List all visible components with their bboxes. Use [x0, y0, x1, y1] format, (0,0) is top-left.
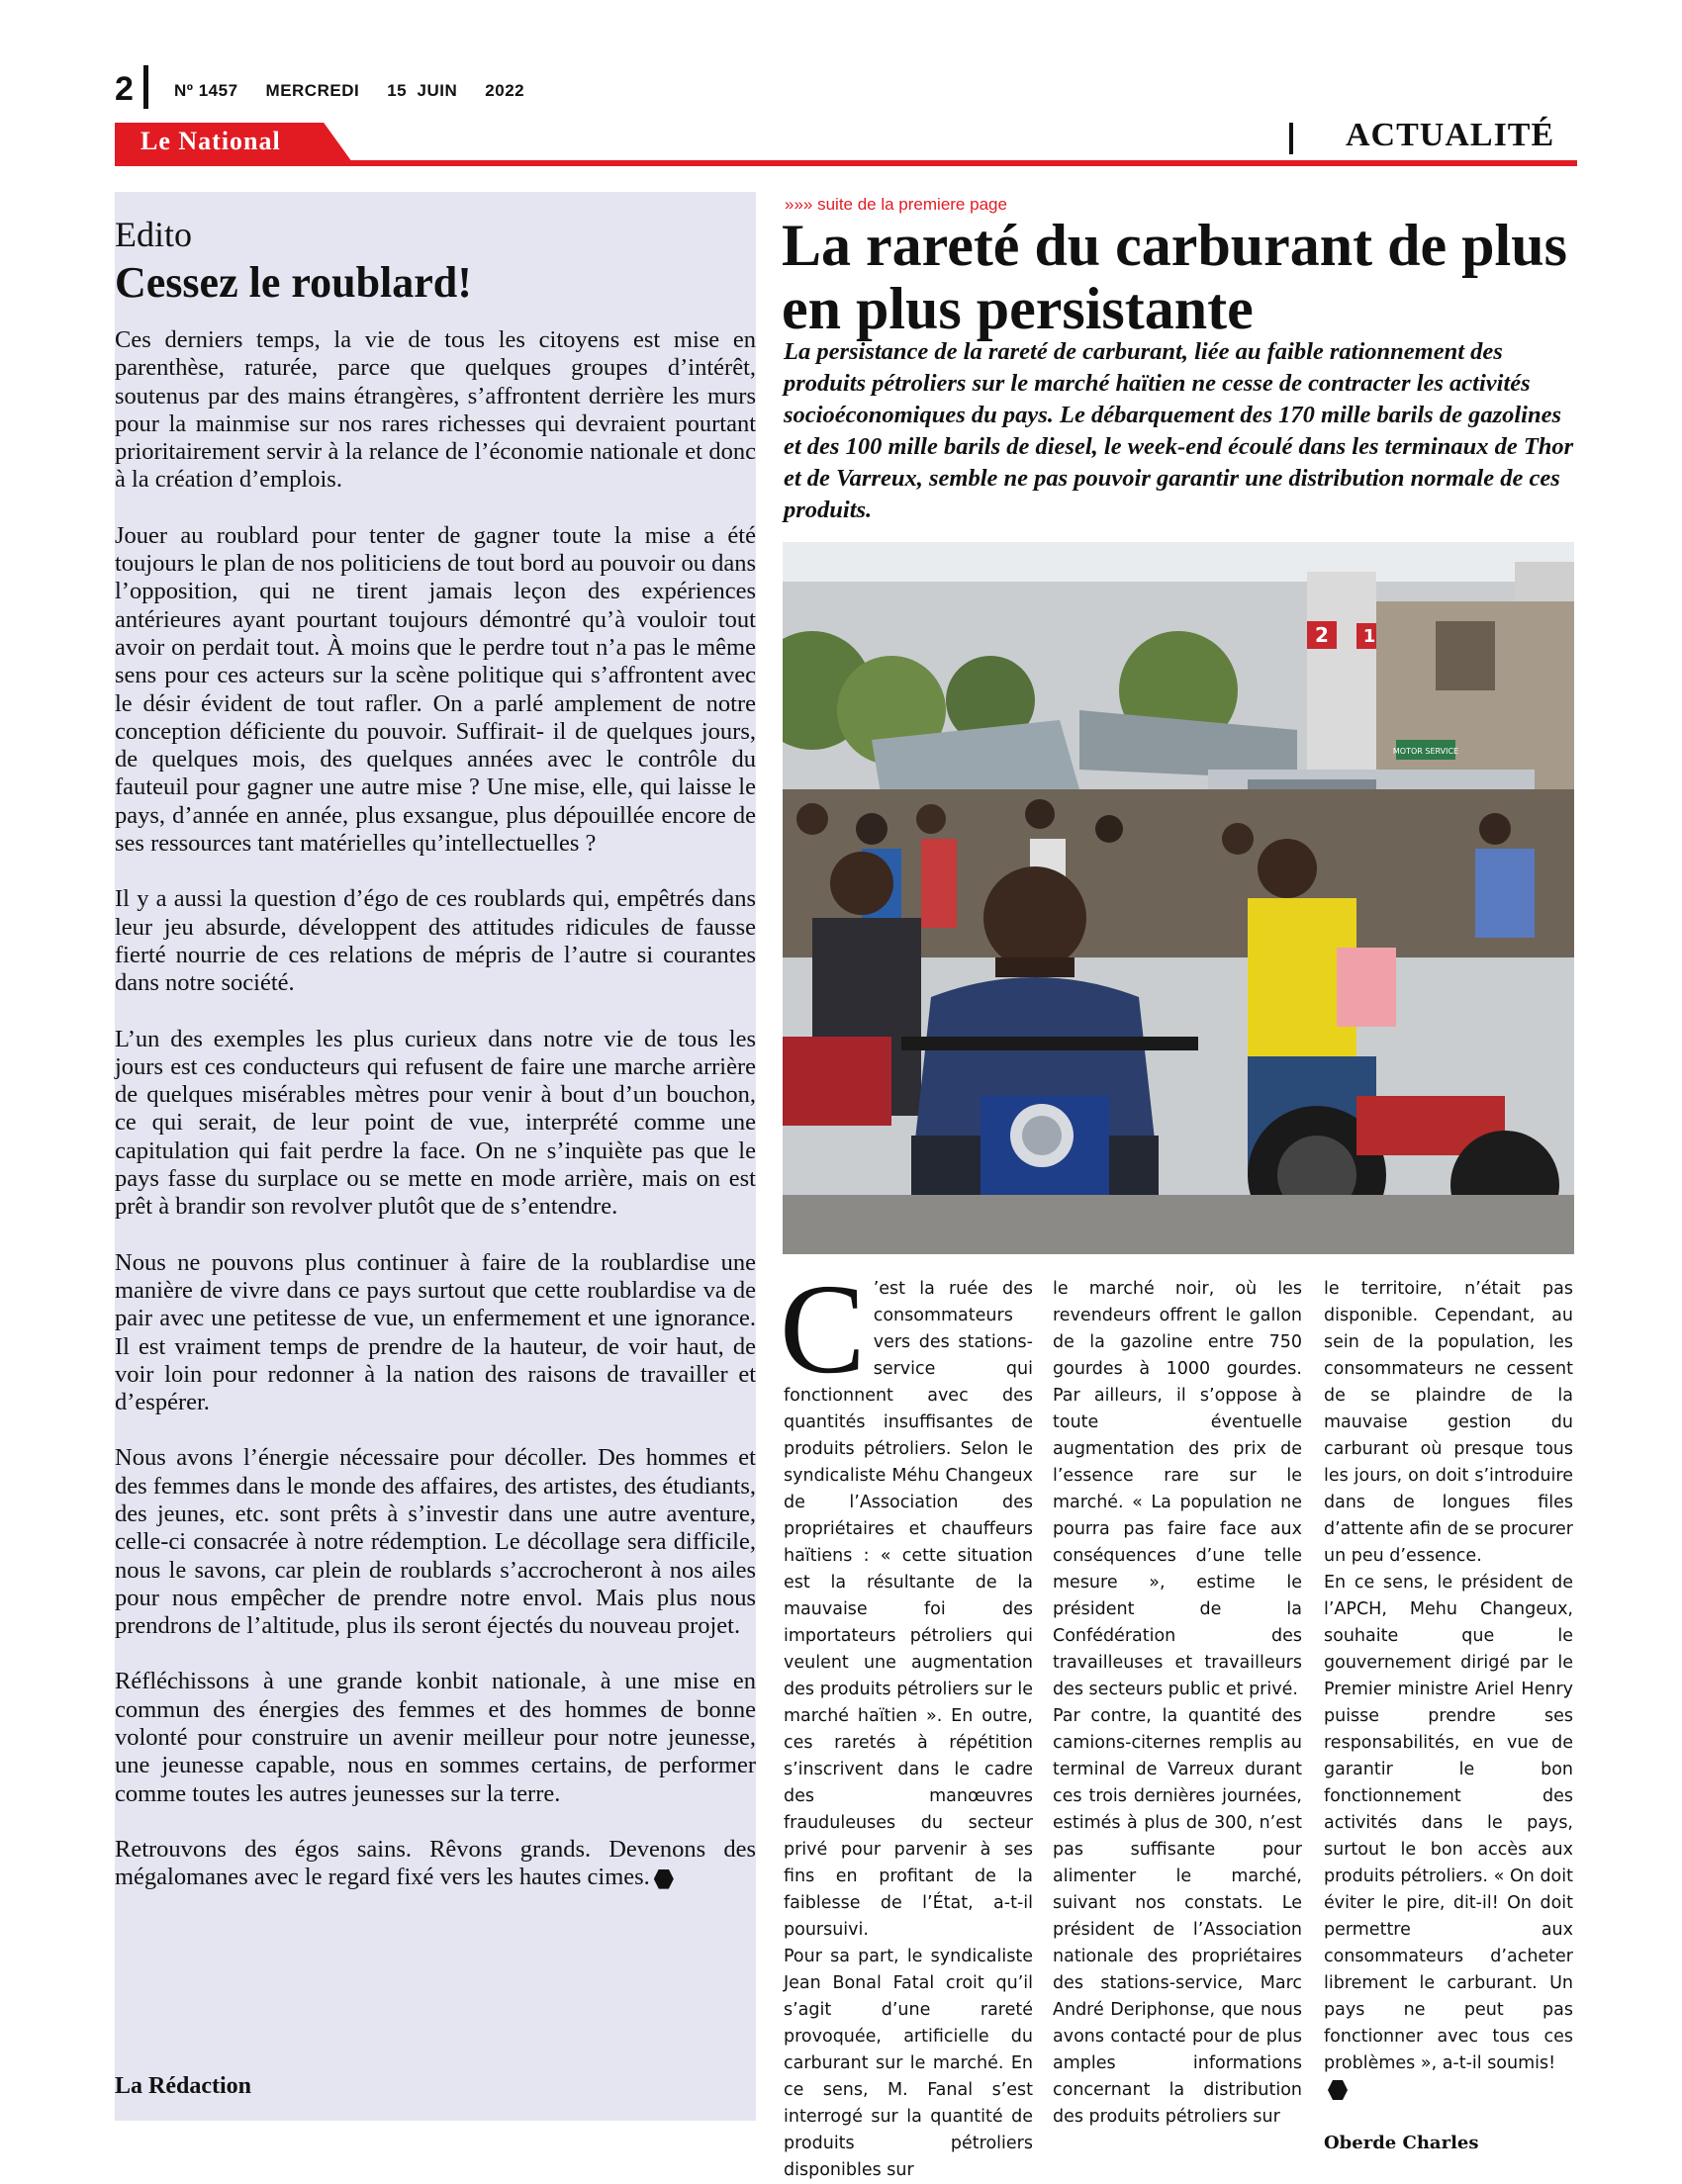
header-divider: [143, 65, 148, 109]
article-end: [1324, 2077, 1573, 2104]
header-rule: [115, 160, 1577, 166]
article-column-1: [780, 1258, 1033, 2184]
article-byline: Oberde Charles: [1324, 2133, 1479, 2153]
drop-cap: C: [780, 1258, 866, 1401]
issue-number: Nº 1457: [174, 81, 238, 100]
article-paragraph: le marché noir, où les revendeurs offrent le gallon de la gazoline entre 750 gourdes à 1000 gourdes. Par ailleurs, il s’oppose à toute éventuelle augmentation des prix de l’essence rare sur le marché. « La population ne pourra pas faire face aux conséquences d’une telle mesure », estime le président de la Confédération des travailleuses et travailleurs des secteurs public et privé.: [1053, 1279, 1302, 1699]
edito-paragraph-text: Retrouvons des égos sains. Rêvons grands. Devenons des mégalomanes avec le regard fixé vers les hautes cimes.: [115, 1835, 756, 1891]
article-paragraph: le territoire, n’était pas disponible. Cependant, au sein de la population, les consommateurs ne cessent de se plaindre de la mauvaise gestion du carburant où presque tous les jours, on doit s’introduire dans de longues files d’attente afin de se procurer un peu d’essence.: [1324, 1279, 1573, 1566]
edito-paragraph-last: [115, 1836, 756, 1892]
issue-info: [174, 81, 552, 101]
issue-date: 15 JUIN: [387, 81, 458, 100]
article-column-2: [1053, 1276, 1302, 2131]
brand-name: Le National: [140, 127, 281, 155]
end-mark-icon: [1328, 2080, 1348, 2100]
edito-paragraph: Réfléchissons à une grande konbit nationale, à une mise en commun des énergies des femmes et des hommes de bonne volonté pour construire un avenir meilleur pour notre jeunesse, une jeunesse capable, nous en sommes certains, de performer comme toutes les autres jeunesses sur la terre.: [115, 1668, 756, 1807]
end-mark-icon: [654, 1869, 674, 1889]
article-paragraph: Pour sa part, le syndicaliste Jean Bonal Fatal croit qu’il s’agit d’une rareté provoquée, artificielle du carburant sur le marché. En ce sens, M. Fanal s’est interrogé sur la quantité de produits pétroliers disponibles sur: [784, 1947, 1033, 2180]
page-number: 2: [115, 70, 134, 108]
article-column-3: [1324, 1276, 1573, 2156]
edito-paragraph: Nous avons l’énergie nécessaire pour décoller. Des hommes et des femmes dans le monde des affaires, des artistes, des étudiants, des jeunes, etc. sont prêts à s’investir dans une autre aventure, celle-ci consacrée à notre rédemption. Le décollage sera difficile, nous le savons, car plein de roublards s’accrocheront à nos ailes pour nous empêcher de prendre notre envol. Mais plus nous prendrons de l’altitude, plus ils seront éjectés du nouveau projet.: [115, 1444, 756, 1640]
article-paragraph: En ce sens, le président de l’APCH, Mehu Changeux, souhaite que le gouvernement dirigé par le Premier ministre Ariel Henry puisse prendre ses responsabilités, en vue de garantir le bon fonctionnement des activités dans le pays, surtout le bon accès aux produits pétroliers. « On doit éviter le pire, dit-il! On doit permettre aux consommateurs d’acheter librement le carburant. Un pays ne peut pas fonctionner avec tous ces problèmes », a-t-il soumis!: [1324, 1573, 1573, 2073]
article-paragraph: [780, 1258, 1033, 1944]
edito-paragraph: Jouer au roublard pour tenter de gagner toute la mise a été toujours le plan de nos politiciens de tout bord au pouvoir ou dans l’opposition, qui ne tirent jamais leçon des expériences antérieures ayant pourtant toujours démontré qu’à vouloir tout avoir on perdait tout. À moins que le perdre tout n’a pas le même sens pour ces acteurs sur la scène politique qui s’affrontent avec le désir évident de tout rafler. On a parlé amplement de notre conception déficiente du pouvoir. Suffirait- il de quelques jours, de quelques mois, des quelques années avec le contrôle du fauteuil pour gagner une autre mise ? Une mise, elle, qui laisse le pays, d’année en année, plus exsangue, plus dépouillée encore de ses ressources tant matérielles qu’intellectuelles ?: [115, 521, 756, 858]
edito-body: [115, 326, 756, 1920]
article-kicker: »»» suite de la premiere page: [785, 195, 1007, 214]
pump-number-1: 1: [1362, 626, 1376, 647]
edito-paragraph: L’un des exemples les plus curieux dans notre vie de tous les jours est ces conducteurs qui refusent de faire une marche arrière de quelques misérables mètres pour venir à bout d’un bouchon, ce qui serait, de leur point de vue, interprété comme une capitulation qui fait perdre la face. On ne s’inquiète pas que le pays fasse du surplace ou se mette en mode arrière, mais on est prêt à brandir son revolver plutôt que de s’entendre.: [115, 1025, 756, 1221]
edito-paragraph: Il y a aussi la question d’égo de ces roublards qui, empêtrés dans leur jeu absurde, développent des attitudes ridicules de fausse fierté nourrie de ces relations de mépris de l’autre si courantes dans notre société.: [115, 885, 756, 997]
article-paragraph: Par contre, la quantité des camions-citernes remplis au terminal de Varreux durant ces trois dernières journées, estimés à plus de 300, n’est pas suffisante pour alimenter le marché, suivant nos constats. Le président de l’Association nationale des propriétaires des stations-service, Marc André Deriphonse, que nous avons contacté pour de plus amples informations concernant la distribution des produits pétroliers sur: [1053, 1706, 1302, 2127]
pump-number-2: 2: [1315, 623, 1329, 647]
article-photo: [783, 542, 1574, 1254]
edito-label: Edito: [115, 215, 192, 254]
edito-paragraph: Ces derniers temps, la vie de tous les citoyens est mise en parenthèse, raturée, parce que quelques groupes d’intérêt, soutenus par des mains étrangères, s’affrontent derrière les murs pour la mainmise sur nos rares richesses qui devraient pourtant prioritairement servir à la relance de l’économie nationale et donc à la création d’emplois.: [115, 326, 756, 494]
issue-year: 2022: [485, 81, 525, 100]
article-headline: La rareté du carburant de plus en plus persistante: [782, 213, 1567, 341]
article-paragraph-text: ’est la ruée des consommateurs vers des stations-service qui fonctionnent avec des quantités insuffisantes de produits pétroliers. Selon le syndicaliste Méhu Changeux de l’Association des propriétaires et chauffeurs haïtiens : « cette situation est la résultante de la mauvaise foi des importateurs pétroliers qui veulent une augmentation des produits pétroliers sur le marché haïtien ». En outre, ces raretés à répétition s’inscrivent dans le cadre des manœuvres frauduleuses du secteur privé pour parvenir à ses fins en profitant de la faiblesse de l’État, a-t-il poursuivi.: [784, 1279, 1033, 1940]
edito-title: Cessez le roublard!: [115, 258, 472, 307]
edito-paragraph: Nous ne pouvons plus continuer à faire de la roublardise une manière de vivre dans ce pays surtout que cette roublardise va de pair avec une petitesse de vue, un enfermement et une ignorance. Il est vraiment temps de prendre de la hauteur, de voir haut, de voir loin pour redonner à la nation des raisons de travailler et d’espérer.: [115, 1248, 756, 1416]
section-divider: [1289, 123, 1293, 154]
issue-day: MERCREDI: [265, 81, 360, 100]
article-lede: La persistance de la rareté de carburant, liée au faible rationnement des produits pétroliers sur le marché haïtien ne cesse de contracter les activités socioéconomiques du pays. Le débarquement des 170 mille barils de gazolines et des 100 mille barils de diesel, le week-end écoulé dans les terminaux de Thor et de Varreux, semble ne pas pouvoir garantir une distribution normale de ces produits.: [784, 338, 1574, 523]
station-sign-text: MOTOR SERVICE: [1392, 747, 1459, 756]
edito-signature: La Rédaction: [115, 2073, 251, 2099]
section-title: ACTUALITÉ: [1346, 117, 1555, 153]
